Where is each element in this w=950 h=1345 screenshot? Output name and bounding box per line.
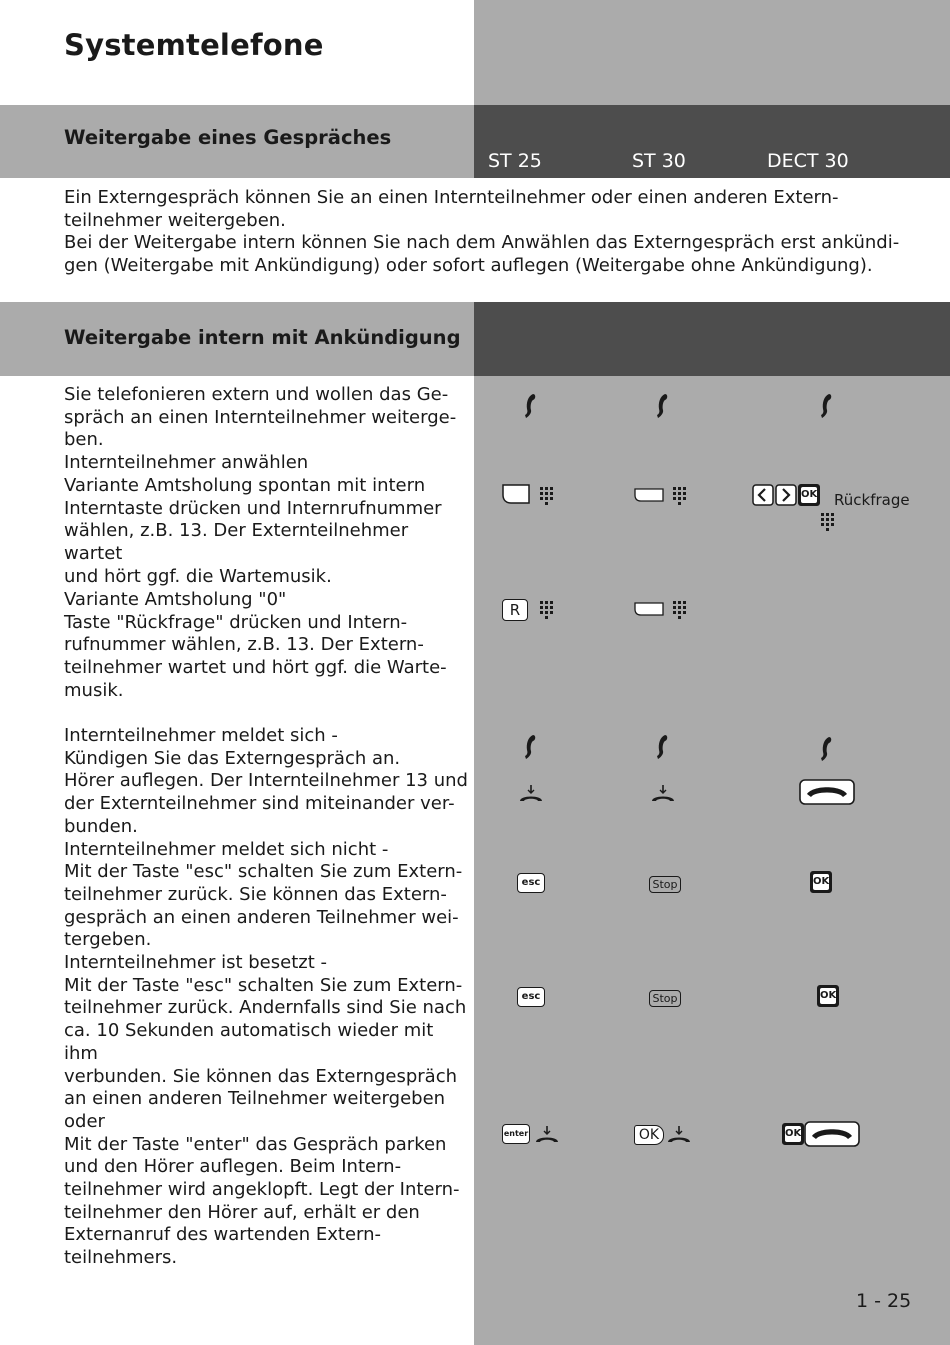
ok-key-icon: OK [798, 484, 820, 506]
hang-up-icon [804, 1121, 860, 1147]
handset-icon [524, 393, 538, 419]
on-hook-icon [534, 1125, 560, 1145]
step-text-announce: Internteilnehmer meldet sich - Kündigen Sie das Externgespräch an. Hörer auflegen. Der Internteilnehmer 13 und der Externteilnehmer sind miteinander ver- bunden. Internteilnehmer meldet sich nicht - Mit der Taste "esc" schalten Sie zum Extern- teilnehmer zurück. Sie können das Extern- gespräch an einen anderen Teilnehmer wei- tergeben. Internteilnehmer ist besetzt - Mit der Taste "esc" schalten Sie zum Extern- teilnehmer zurück. Andernfalls sind Sie nach ca. 10 Sekunden automatisch wieder mit ihm verbunden. Sie können das Externgespräch an einen anderen Teilnehmer weitergeben oder Mit der Taste "enter" das Gespräch parken und den Hörer auflegen. Beim Intern- teilnehmer wird angeklopft. Legt der Intern- teilnehmer den Hörer auf, erhält er den Externanruf des wartenden Extern- teilnehmers. [64, 725, 468, 1269]
section-title: Weitergabe eines Gespräches [64, 126, 392, 149]
intern-key-icon [501, 483, 531, 505]
handset-icon [820, 736, 834, 762]
step-text-dial-intern: Sie telefonieren extern und wollen das Ge- spräch an einen Internteilnehmer weiterge- ben. Internteilnehmer anwählen Variante Amtsholung spontan mit intern Interntaste drücken und Internrufnummer wählen, z.B. 13. Der Externteilnehmer wartet und hört ggf. die Wartemusik. [64, 384, 457, 587]
ok-key-icon: OK [782, 1123, 804, 1145]
intro-paragraph: Ein Externgespräch können Sie an einen Internteilnehmer oder einen anderen Extern- teilnehmer weitergeben. Bei der Weitergabe intern können Sie nach dem Anwählen das Externgespräch erst ankündi- gen (Weitergabe mit Ankündigung) oder sofort auflegen (Weitergabe ohne Ankündigung). [64, 187, 900, 277]
ok-key-icon: OK [810, 871, 832, 893]
subsection-device-band [474, 302, 950, 376]
handset-icon [820, 393, 834, 419]
stop-key-icon: Stop [649, 876, 681, 893]
keypad-icon [672, 486, 688, 506]
arrow-left-key-icon [752, 484, 774, 506]
column-header-st30: ST 30 [632, 150, 686, 172]
keypad-icon [672, 600, 688, 620]
esc-key-icon: esc [517, 873, 545, 893]
subsection-title: Weitergabe intern mit Ankündigung [64, 326, 461, 349]
page-title: Systemtelefone [64, 28, 324, 62]
page-number: 1 - 25 [856, 1290, 912, 1312]
on-hook-icon [650, 784, 676, 804]
hang-up-icon [799, 779, 855, 805]
keypad-icon [820, 512, 836, 532]
device-header-band [474, 105, 950, 178]
stop-key-icon: Stop [649, 990, 681, 1007]
intern-key-icon [633, 487, 665, 503]
ok-key-icon: OK [817, 985, 839, 1007]
step-text-rueckfrage: Variante Amtsholung "0" Taste "Rückfrage" drücken und Intern- rufnummer wählen, z.B. 13. Der Extern- teilnehmer wartet und hört ggf. die Warte- musik. [64, 589, 447, 701]
handset-icon [656, 734, 670, 760]
rueckfrage-label: Rückfrage [834, 491, 910, 509]
column-header-dect30: DECT 30 [767, 150, 849, 172]
on-hook-icon [518, 784, 544, 804]
intern-key-icon [633, 601, 665, 617]
ok-key-icon: OK [634, 1125, 664, 1145]
handset-icon [524, 734, 538, 760]
keypad-icon [539, 486, 555, 506]
on-hook-icon [666, 1125, 692, 1145]
enter-key-icon: enter [502, 1124, 530, 1144]
handset-icon [656, 393, 670, 419]
keypad-icon [539, 600, 555, 620]
arrow-right-key-icon [775, 484, 797, 506]
column-header-st25: ST 25 [488, 150, 542, 172]
r-key-icon: R [502, 599, 528, 621]
esc-key-icon: esc [517, 987, 545, 1007]
